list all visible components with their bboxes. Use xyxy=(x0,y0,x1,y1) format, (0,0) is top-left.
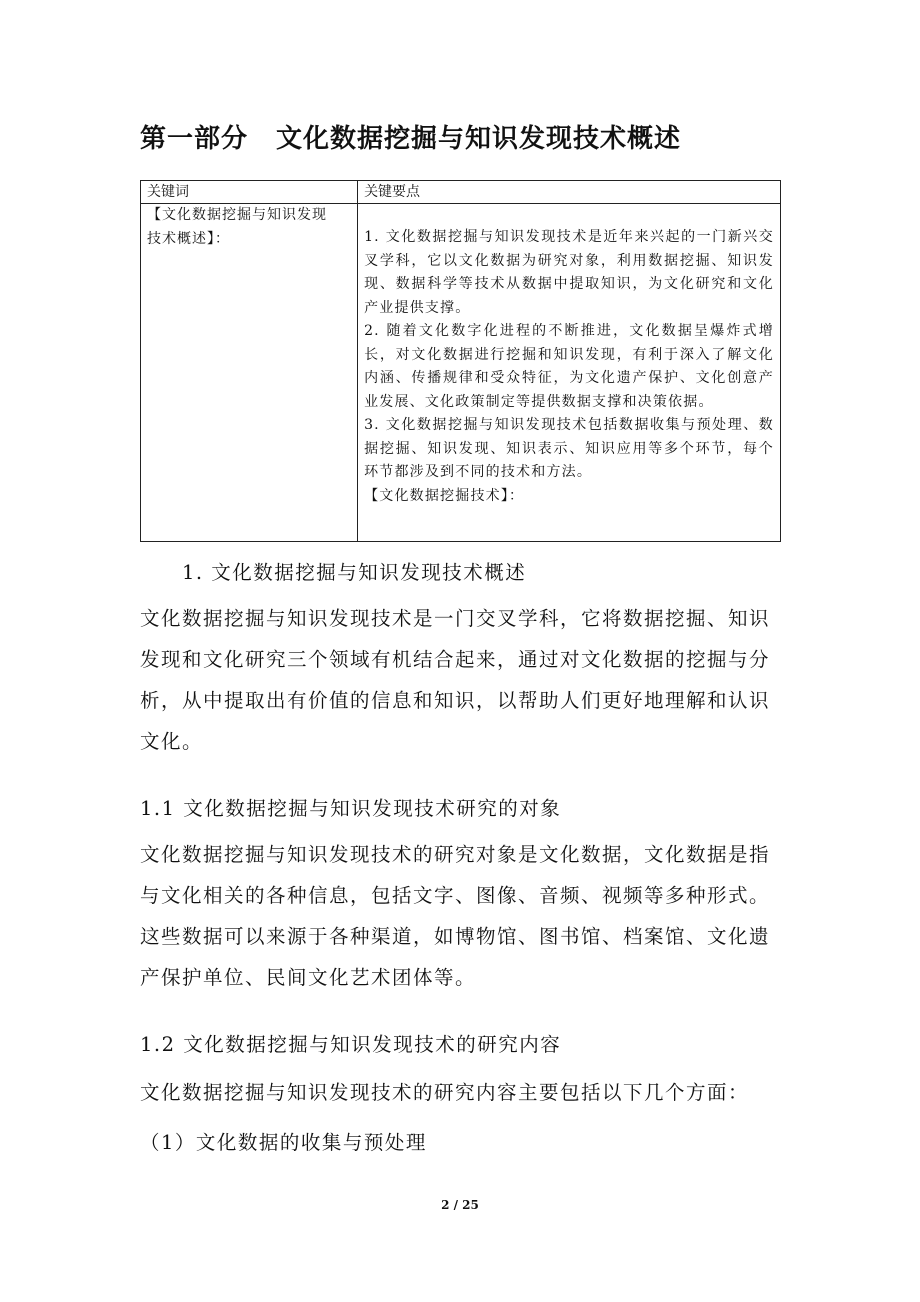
page-title xyxy=(140,118,681,155)
section-heading-1-2: 1.2 文化数据挖掘与知识发现技术的研究内容 xyxy=(140,1033,562,1056)
paragraph-3: 文化数据挖掘与知识发现技术的研究内容主要包括以下几个方面： xyxy=(140,1081,750,1104)
table-header-row xyxy=(141,181,781,204)
table-body-row xyxy=(141,204,781,542)
keyword-cell xyxy=(141,204,358,542)
page-number: 2 / 25 xyxy=(441,1198,479,1212)
paragraph-line: 文化数据挖掘与知识发现技术是一门交叉学科，它将数据挖掘、知识 xyxy=(140,607,771,630)
section-heading-1-1: 1.1 文化数据挖掘与知识发现技术研究的对象 xyxy=(140,797,562,820)
title-part: 第一部分 xyxy=(140,124,249,154)
paragraph-line: 文化数据挖掘与知识发现技术的研究对象是文化数据，文化数据是指 xyxy=(140,843,771,866)
header-keyword: 关键词 xyxy=(141,181,358,204)
key-point-subheading: 【文化数据挖掘技术】： xyxy=(364,487,525,504)
paragraph-line: 发现和文化研究三个领域有机结合起来，通过对文化数据的挖掘与分 xyxy=(140,648,771,671)
paragraph-1 xyxy=(140,598,790,762)
paragraph-line: 与文化相关的各种信息，包括文字、图像、音频、视频等多种形式。 xyxy=(140,884,771,907)
paragraph-line: 这些数据可以来源于各种渠道，如博物馆、图书馆、档案馆、文化遗 xyxy=(140,925,771,948)
key-points-list xyxy=(364,204,774,508)
key-point-1: 1. 文化数据挖掘与知识发现技术是近年来兴起的一门新兴交叉学科，它以文化数据为研究对象，利用数据挖掘、知识发现、数据科学等技术从数据中提取知识，为文化研究和文化产业提供支撑。 xyxy=(364,229,774,316)
key-point-2: 2. 随着文化数字化进程的不断推进，文化数据呈爆炸式增长，对文化数据进行挖掘和知识发现，有利于深入了解文化内涵、传播规律和受众特征，为文化遗产保护、文化创意产业发展、文化政策制定等提供数据支撑和决策依据。 xyxy=(364,323,774,410)
key-points-cell xyxy=(358,204,781,542)
keyword-line: 【文化数据挖掘与知识发现 xyxy=(147,207,327,223)
header-key-points: 关键要点 xyxy=(358,181,781,204)
paragraph-line: 文化。 xyxy=(140,730,204,753)
title-text: 文化数据挖掘与知识发现技术概述 xyxy=(276,124,682,154)
paragraph-line: 产保护单位、民间文化艺术团体等。 xyxy=(140,966,477,989)
subsection-1: （1）文化数据的收集与预处理 xyxy=(140,1131,427,1154)
key-points-table xyxy=(140,180,781,542)
paragraph-2 xyxy=(140,834,790,998)
section-heading-1: 1. 文化数据挖掘与知识发现技术概述 xyxy=(182,561,527,584)
keyword-line: 技术概述】： xyxy=(147,230,230,247)
paragraph-line: 析，从中提取出有价值的信息和知识，以帮助人们更好地理解和认识 xyxy=(140,689,771,712)
key-point-3: 3. 文化数据挖掘与知识发现技术包括数据收集与预处理、数据挖掘、知识发现、知识表示、知识应用等多个环节，每个环节都涉及到不同的技术和方法。 xyxy=(364,417,774,480)
